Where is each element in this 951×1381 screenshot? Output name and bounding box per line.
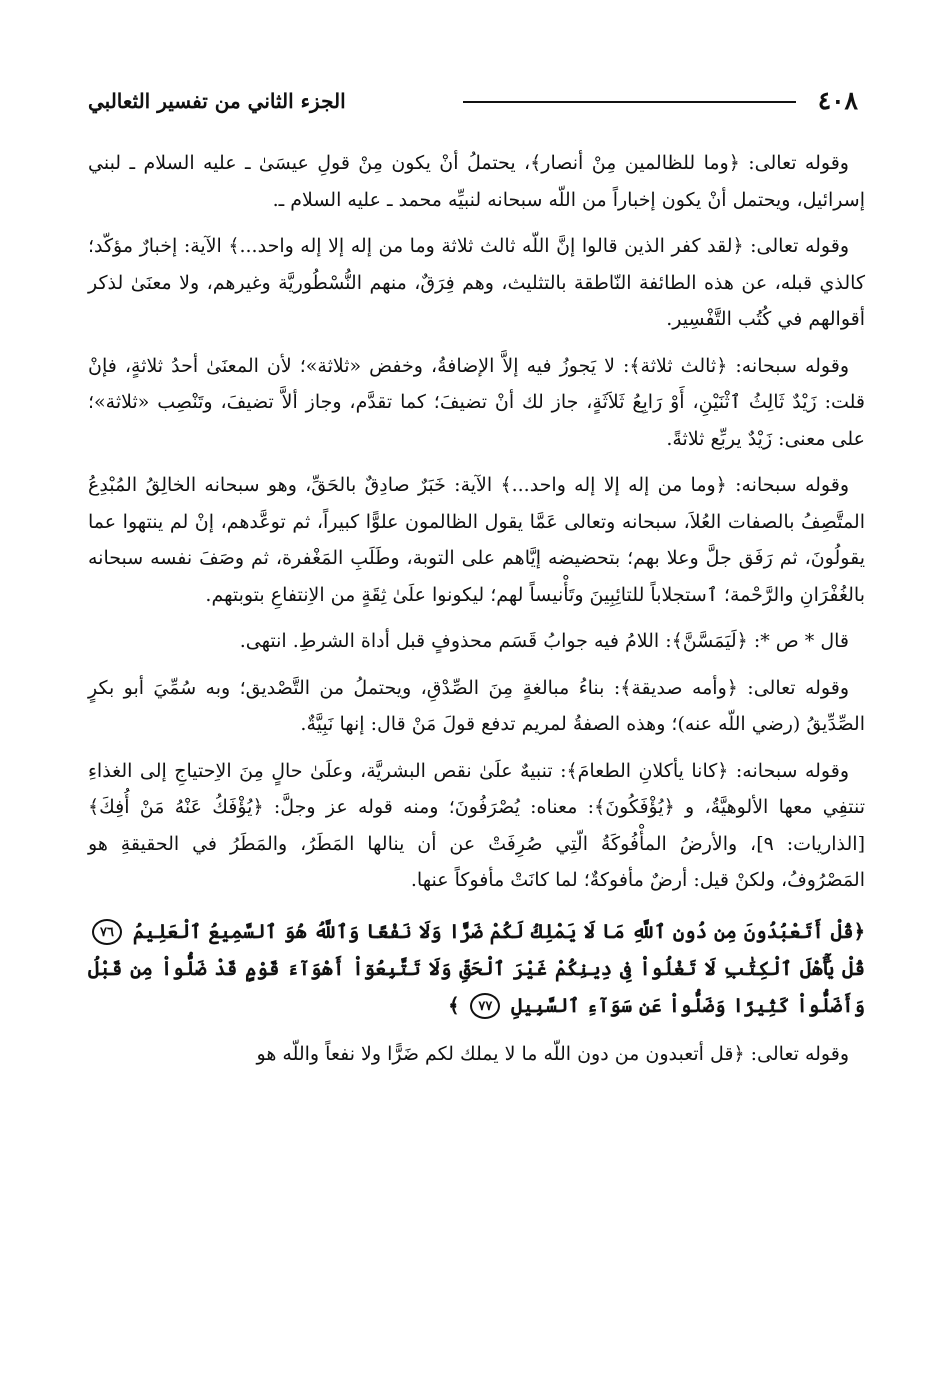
paragraph-1: وقوله تعالى: ﴿وما للظالمين مِنْ أنصار﴾، يحتملُ أنْ يكون مِنْ قولِ عيسَىٰ ـ عليه السلام ـ لبني إسرائيل، ويحتمل أنْ يكون إخباراً من اللّه سبحانه لنبيِّه محمد ـ عليه السلام ـ.	[88, 152, 865, 211]
paragraph-4: وقوله سبحانه: ﴿وما من إله إلا إله واحد...﴾ الآية: خَبَرٌ صادِقٌ بالحَقِّ، وهو سبحانه الخالِقُ المُبْدِعُ المتَّصِفُ بالصفات العُلاَ، سبحانه وتعالى عَمَّا يقول الظالمون علوًّا كبيراً، ثم توعَّدهم، إنْ لم ينتهوا عما يقولُونَ، ثم رَفَق جلَّ وعلا بهم؛ بتحضيضه إيَّاهم على التوبة، وطَلَبِ المَغْفرة، ثم وصَفَ نفسه سبحانه بالغُفْرَانِ والرَّحْمة؛ ٱستجلاباً للتائِبِينَ وتَأْنيساً لهم؛ ليكونوا علَىٰ ثِقَةٍ من الاِنتفاعِ بتوبتهم.	[88, 474, 865, 606]
paragraph-8: وقوله تعالى: ﴿قل أتعبدون من دون اللّه ما لا يملك لكم ضَرًّا ولا نفعاً واللّه هو	[256, 1042, 849, 1065]
header-divider	[463, 101, 796, 103]
paragraph-2: وقوله تعالى: ﴿لقد كفر الذين قالوا إنَّ اللّه ثالث ثلاثة وما من إله إلا إله واحد...﴾ الآية: إخبارٌ مؤكّد؛ كالذي قبله، عن هذه الطائفة النّاطقة بالتثليث، وهم فِرَقٌ، منهم النُّسْطُوريَّة وغيرهم، ولا معنَىٰ لذكر أقوالهم في كُتُب التَّفْسِير.	[88, 235, 865, 330]
quran-verse-77: قُلْ يَٰٓأَهْلَ ٱلْكِتَٰبِ لَا تَغْلُواْ فِى دِينِكُمْ غَيْرَ ٱلْحَقِّ وَلَا تَتَّبِعُوٓاْ أَهْوَآءَ قَوْمٍ قَدْ ضَلُّواْ مِن قَبْلُ وَأَضَلُّواْ كَثِيرًا وَضَلُّواْ عَن سَوَآءِ ٱلسَّبِيلِ	[88, 956, 865, 1017]
paragraph-7: وقوله سبحانه: ﴿كانا يأكلانِ الطعامَ﴾: تنبيهٌ علَىٰ نقص البشريَّة، وعلَىٰ حالٍ مِنَ الاِحتياجِ إلى الغذاءِ تنتفِي معها الألوهيَّةُ، و ﴿يُؤْفَكُونَ﴾: معناه: يُصْرَفُونَ؛ ومنه قوله عز وجلَّ: ﴿يُؤْفَكُ عَنْهُ مَنْ أُفِكَ﴾ [الذاريات: ٩]، والأرضُ المأْفُوكَةُ الّتِي صُرِفَتْ عن أن ينالها المَطَرُ، والمَطَرُ في الحقيقةِ هو المَصْرُوفُ، ولكنْ قيل: أرضٌ مأفوكةٌ؛ لما كانَتْ مأفوكاً عنها.	[88, 759, 865, 891]
page-body	[88, 145, 865, 1082]
paragraph-6: وقوله تعالى: ﴿وأمه صديقة﴾: بناءُ مبالغةٍ مِنَ الصِّدْقِ، ويحتملُ من التَّصْديق؛ وبه سُمِّيَ أبو بكرٍ الصِّدِّيقُ (رضي اللّه عنه)؛ وهذه الصفةُ لمريم تدفع قولَ مَنْ قال: إنها نَبِيَّةٌ.	[88, 676, 865, 735]
page-header	[88, 84, 858, 124]
paragraph-5: قال * ص *: ﴿لَيَمَسَّنَّ﴾: اللامُ فيه جوابُ قَسَم محذوفٍ قبل أداة الشرطِ. انتهى.	[239, 630, 849, 652]
quran-verse-block	[88, 913, 865, 1024]
quran-verse-76: ﴿قُلْ أَتَعْبُدُونَ مِن دُونِ ٱللَّهِ مَا لَا يَمْلِكُ لَكُمْ ضَرًّا وَلَا نَفْعًا وَٱللَّهُ هُوَ ٱلسَّمِيعُ ٱلْعَلِيمُ	[132, 919, 865, 943]
paragraph-3: وقوله سبحانه: ﴿ثالث ثلاثة﴾: لا يَجوزُ فيه إلاَّ الإضافةُ، وخفض «ثلاثة»؛ لأن المعنَىٰ أحدُ ثلاثةٍ، فإنْ قلت: زَيْدٌ ثَالِثُ ٱثْنَيْنِ، أَوْ رَابِعُ ثَلاَثَةٍ، جاز لك أنْ تضيفَ؛ كما تقدَّم، وجاز ألاَّ تضيفَ، وتَنْصِب «ثلاثة»؛ على معنى: زَيْدٌ يربِّع ثلاثةً.	[88, 354, 865, 450]
ayah-number-77: ٧٧	[470, 993, 500, 1019]
running-title: الجزء الثاني من تفسير الثعالبي	[88, 89, 346, 113]
page-number: ٤٠٨	[817, 86, 858, 115]
quran-closing-bracket: ﴾	[448, 993, 460, 1017]
ayah-number-76: ٧٦	[92, 919, 122, 945]
